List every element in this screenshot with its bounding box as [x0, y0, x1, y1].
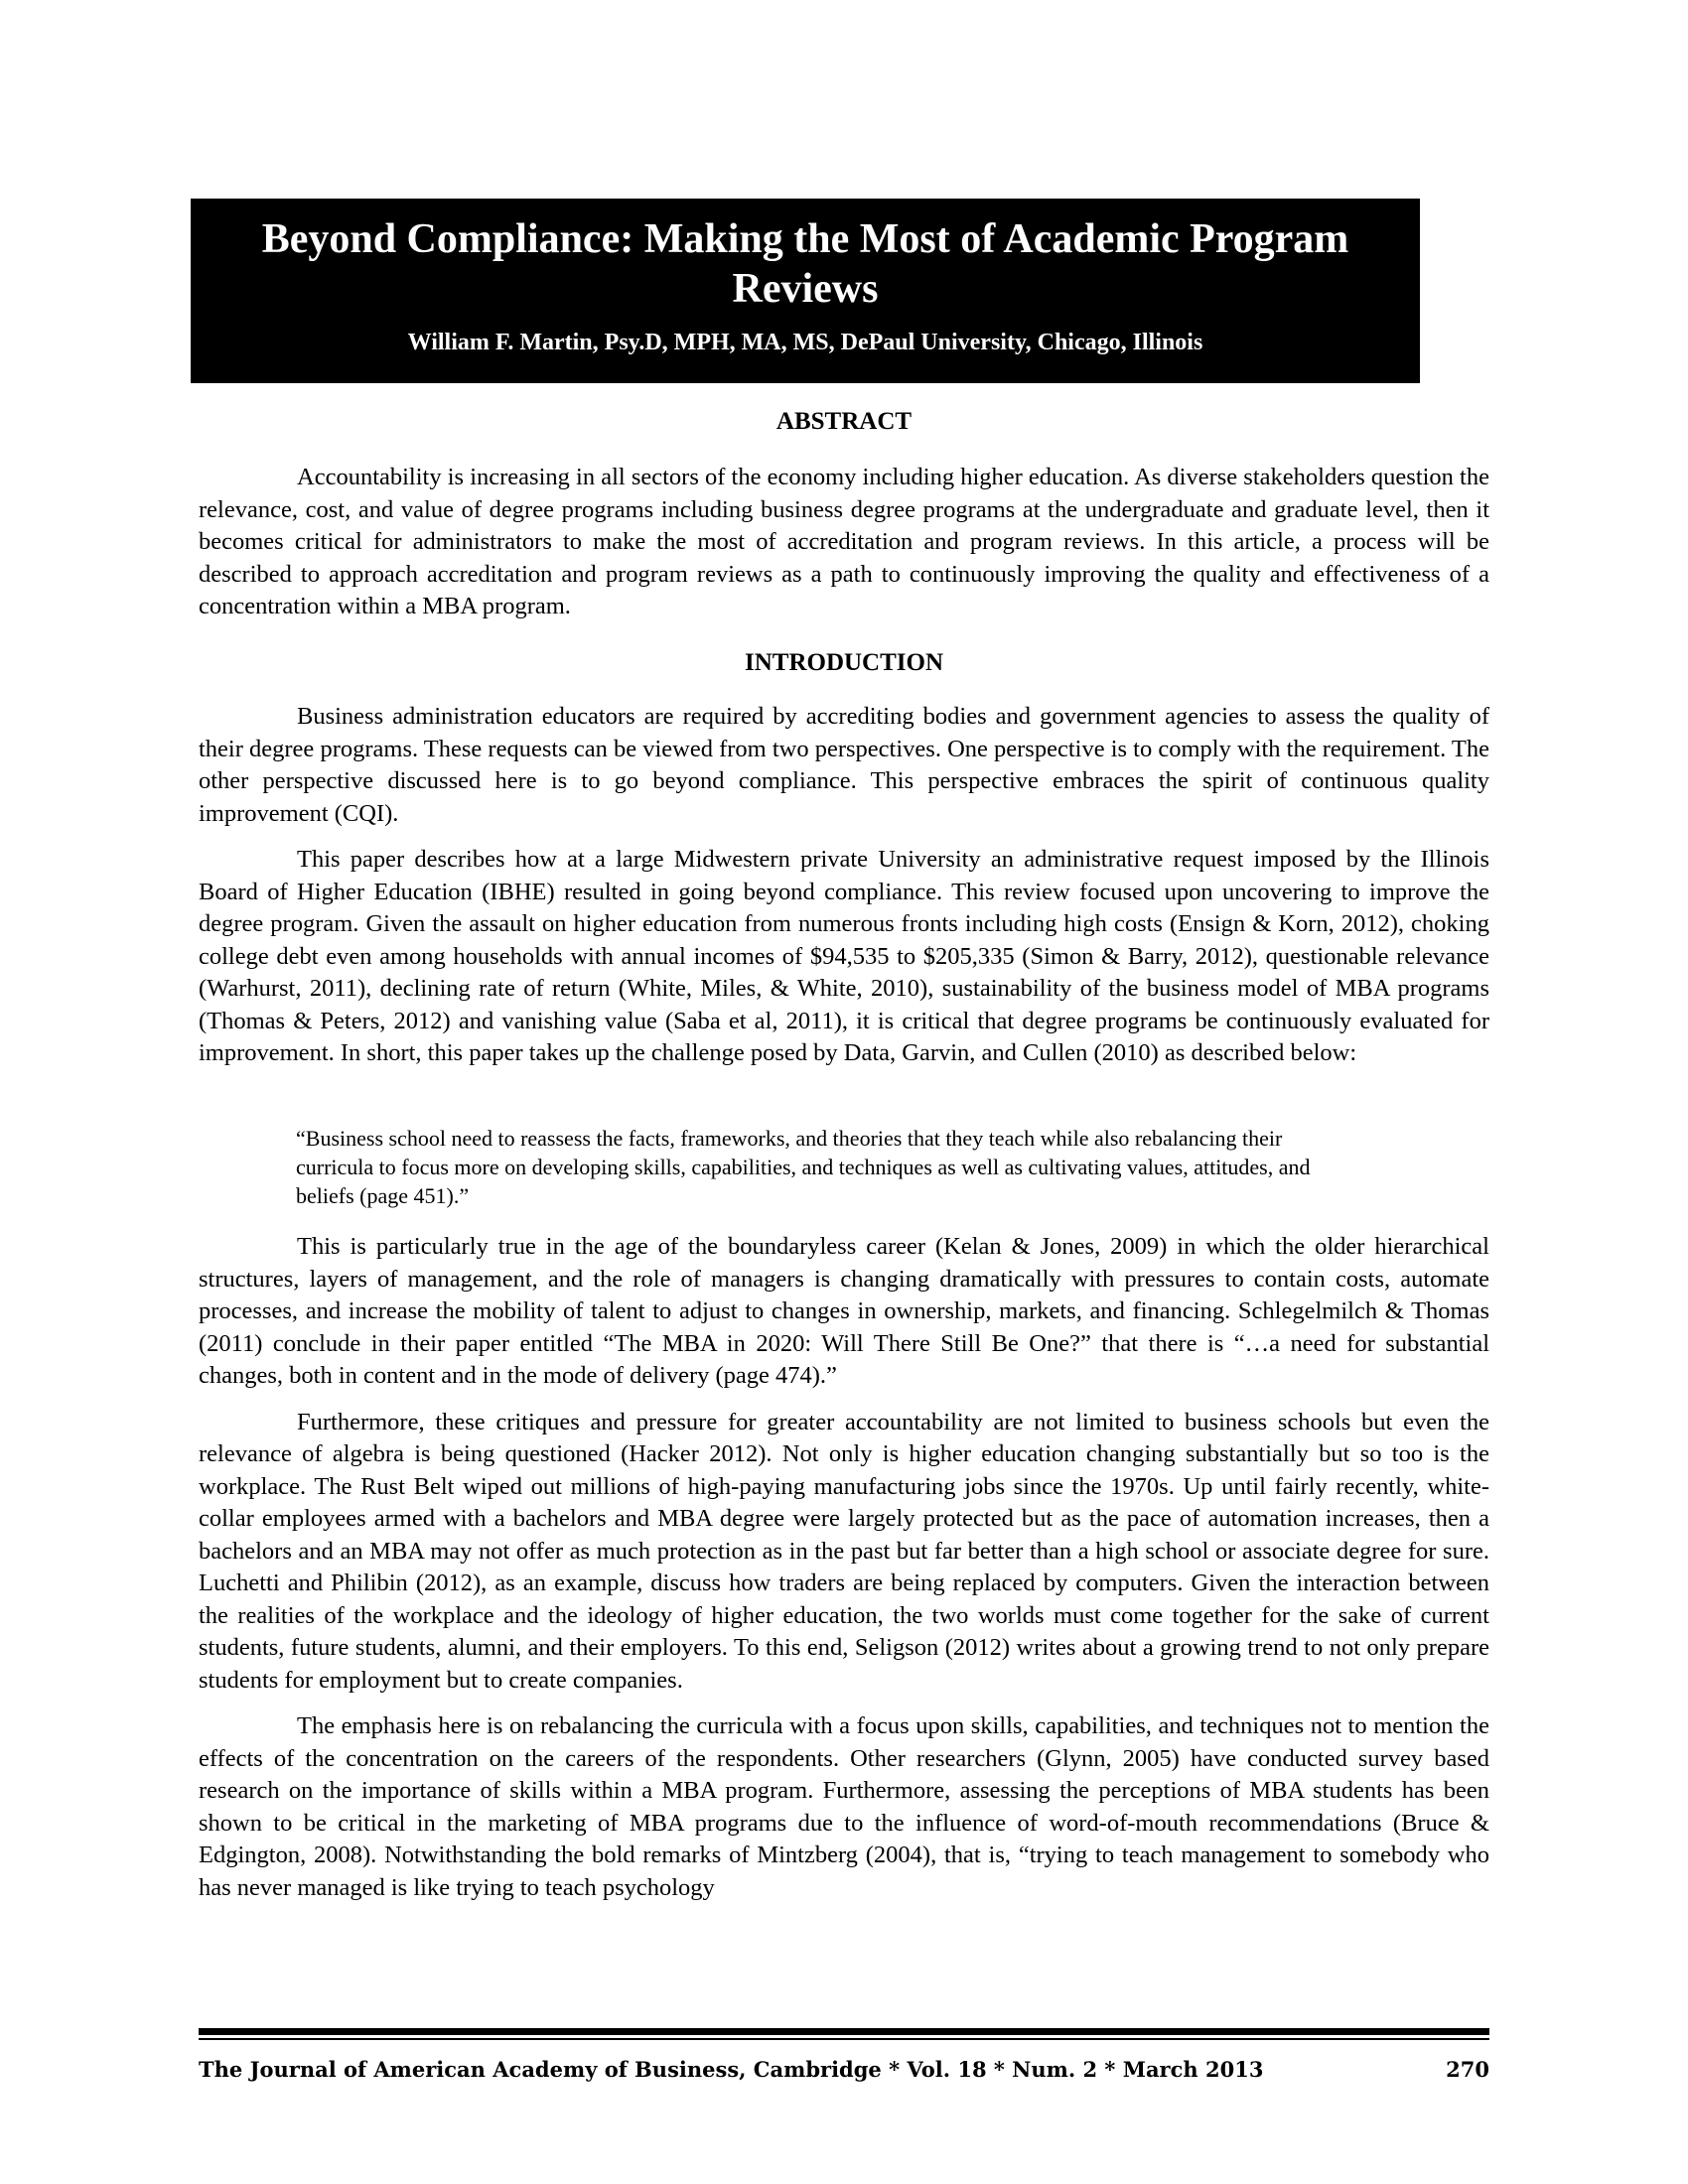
article-title: Beyond Compliance: Making the Most of Academic Program Reviews — [261, 216, 1349, 312]
page-footer — [199, 2054, 1489, 2086]
body-paragraph: This is particularly true in the age of the boundaryless career (Kelan & Jones, 2009) in which the older hierarchical structures, layers of management, and the role of managers is changing dramatically with pressures to contain costs, automate processes, and increase the mobility of talent to adjust to changes in ownership, markets, and financing. Schlegelmilch & Thomas (2011) conclude in their paper entitled “The MBA in 2020: Will There Still Be One?” that there is “…a need for substantial changes, both in content and in the mode of delivery (page 474).” — [199, 1233, 1489, 1389]
body-paragraph: This paper describes how at a large Midwestern private University an administrative request imposed by the Illinois Board of Higher Education (IBHE) resulted in going beyond compliance. This review focused upon uncovering to improve the degree program. Given the assault on higher education from numerous fronts including high costs (Ensign & Korn, 2012), choking college debt even among households with annual incomes of $94,535 to $205,335 (Simon & Barry, 2012), questionable relevance (Warhurst, 2011), declining rate of return (White, Miles, & White, 2010), sustainability of the business model of MBA programs (Thomas & Peters, 2012) and vanishing value (Saba et al, 2011), it is critical that degree programs be continuously evaluated for improvement. In short, this paper takes up the challenge posed by Data, Garvin, and Cullen (2010) as described below: — [199, 846, 1489, 1066]
author-line: William F. Martin, Psy.D, MPH, MA, MS, DePaul University, Chicago, Illinois — [407, 330, 1203, 355]
quote-text: “Business school need to reassess the facts, frameworks, and theories that they teach while also rebalancing their curricula to focus more on developing skills, capabilities, and techniques as well as cultivating values, attitudes, and beliefs (page 451).” — [296, 1126, 1311, 1208]
footer-rule-thick — [199, 2028, 1489, 2035]
body-paragraph: Business administration educators are required by accrediting bodies and government agencies to assess the quality of their degree programs. These requests can be viewed from two perspectives. One perspective is to comply with the requirement. The other perspective discussed here is to go beyond compliance. This perspective embraces the spirit of continuous quality improvement (CQI). — [199, 703, 1489, 827]
block-quote — [296, 1124, 1338, 1210]
page-number: 270 — [1446, 2057, 1489, 2082]
body-paragraph: The emphasis here is on rebalancing the curricula with a focus upon skills, capabilities, and techniques not to mention the effects of the concentration on the careers of the respondents. Other researchers (Glynn, 2005) have conducted survey based research on the importance of skills within a MBA program. Furthermore, assessing the perceptions of MBA students has been shown to be critical in the marketing of MBA programs due to the influence of word-of-mouth recommendations (Bruce & Edgington, 2008). Notwithstanding the bold remarks of Mintzberg (2004), that is, “trying to teach management to somebody who has never managed is like trying to teach psychology — [199, 1712, 1489, 1901]
introduction-body — [199, 701, 1489, 1084]
introduction-heading: INTRODUCTION — [744, 649, 944, 676]
abstract-section — [199, 462, 1489, 637]
introduction-body-continued — [199, 1231, 1489, 1918]
abstract-heading: ABSTRACT — [775, 408, 913, 435]
title-banner — [191, 199, 1420, 383]
journal-citation: The Journal of American Academy of Business, Cambridge * Vol. 18 * Num. 2 * March 2013 — [199, 2057, 1264, 2082]
abstract-paragraph: Accountability is increasing in all sectors of the economy including higher education. As diverse stakeholders question the relevance, cost, and value of degree programs including business degree programs at the undergraduate and graduate level, then it becomes critical for administrators to make the most of accreditation and program reviews. In this article, a process will be described to approach accreditation and program reviews as a path to continuously improving the quality and effectiveness of a concentration within a MBA program. — [199, 464, 1489, 619]
footer-rule-thin — [199, 2038, 1489, 2040]
body-paragraph: Furthermore, these critiques and pressure for greater accountability are not limited to business schools but even the relevance of algebra is being questioned (Hacker 2012). Not only is higher education changing substantially but so too is the workplace. The Rust Belt wiped out millions of high-paying manufacturing jobs since the 1970s. Up until fairly recently, white-collar employees armed with a bachelors and MBA degree were largely protected but as the pace of automation increases, then a bachelors and an MBA may not offer as much protection as in the past but far better than a high school or associate degree for sure. Luchetti and Philibin (2012), as an example, discuss how traders are being replaced by computers. Given the interaction between the realities of the workplace and the ideology of higher education, the two worlds must come together for the sake of current students, future students, alumni, and their employers. To this end, Seligson (2012) writes about a growing trend to not only prepare students for employment but to create companies. — [199, 1408, 1489, 1694]
